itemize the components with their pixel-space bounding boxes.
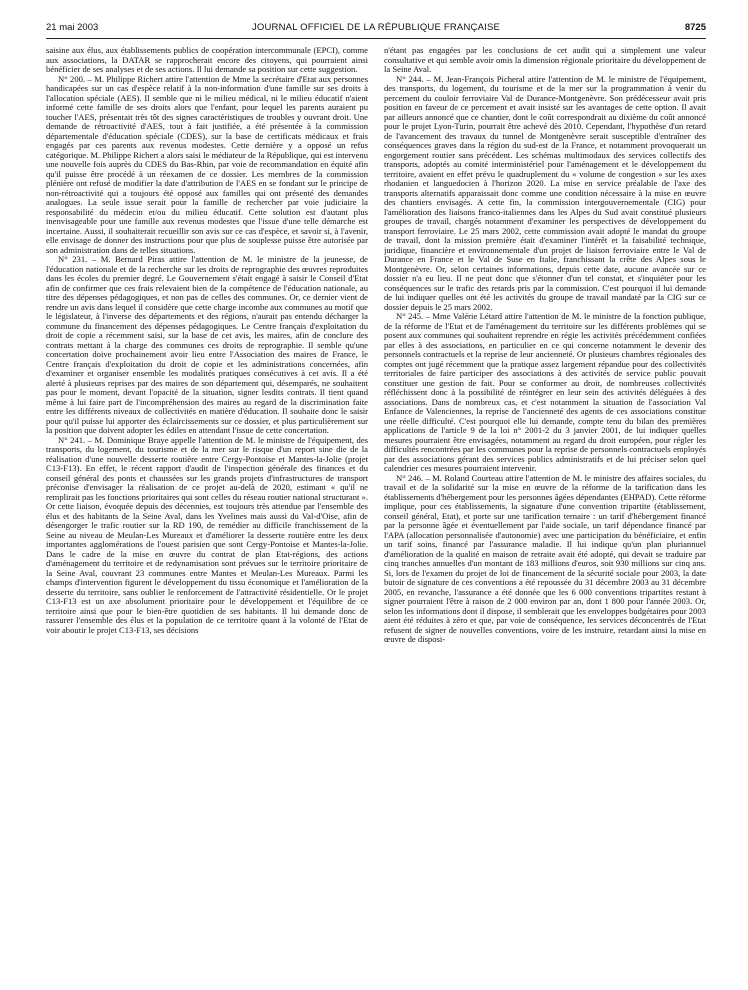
question-231: N° 231. – M. Bernard Piras attire l'attention de M. le ministre de la jeunesse, de l'éducation nationale et de la recherche sur les droits de reprographie des œuvres reproduites dans les écoles du premier degré. Le Gouvernement s'était engagé à saisir le Conseil d'Etat afin de confirmer que ces frais relevaient bien de la compétence de l'éducation nationale, au titre des dépenses pédagogiques, et non pas de celles des communes. Or, ce dernier vient de rendre un avis dans lequel il considère que cette charge incombe aux communes au motif que le législateur, à l'inverse des départements et des régions, n'aurait pas entendu décharger la commune du financement des dépenses pédagogiques. Le Centre français d'exploitation du droit de copie a récemment saisi, sur la base de cet avis, les maires, afin de conclure des contrats mettant à la charge des communes ces droits de reprographie. Il semble qu'une concertation doive prochainement avoir lieu entre l'Association des maires de France, le Centre français d'exploitation du droit de copie et les administrations concernées, afin d'examiner et organiser ensemble les modalités pratiques consécutives à cet avis. Il a été alerté à plusieurs reprises par des maires de son département qui, désemparés, ne souhaitent pas pour le moment, devant l'opacité de la situation, signer lesdits contrats. Il tient quand même à lui faire part de l'incompréhension des maires au regard de la discrimination faite entre les différents niveaux de collectivités en matière d'éducation. Il souhaite donc le saisir pour qu'il puisse lui apporter des éclaircissements sur ce dossier, et plus particulièrement sur la position que doivent adopter les édiles en attendant l'issue de cette concertation. (46, 254, 368, 435)
question-244: N° 244. – M. Jean-François Picheral attire l'attention de M. le ministre de l'équipement, des transports, du logement, du tourisme et de la mer sur la programmation à venir du percement du couloir ferroviaire Val de Durance-Montgenèvre. Son prédécesseur avait pris position en faveur de ce percement et avait insisté sur les avantages de cette option. Il avait par ailleurs annoncé que ce chantier, dont le coût correspondrait au dixième du coût annoncé pour le projet Lyon-Turin, pourrait être achevé dès 2010. Cependant, l'hypothèse d'un retard de l'avancement des travaux du tunnel de Montgenèvre serait susceptible d'entraîner des conséquences graves dans la région du sud-est de la France, et notamment provoquerait un engorgement routier sans précédent. Les schémas multimodaux des services collectifs des transports, adoptés au comité interministériel pour l'aménagement et le développement du territoire, avaient en effet prévu le quadruplement du « volume de congestion » sur les axes rhodanien et languedocien à l'horizon 2020. La mise en service préalable de l'axe des transports alternatifs apparaissait donc comme une condition nécessaire à la mise en œuvre des chantiers envisagés. A cette fin, la commission intergouvernementale (CIG) pour l'amélioration des liaisons franco-italiennes dans les Alpes du Sud avait constitué plusieurs groupes de travail, chargés notamment d'examiner les perspectives de développement du transport ferroviaire. Le 25 mars 2002, cette commission avait adopté le mandat du groupe de travail, dont la mission première était d'examiner l'intérêt et la faisabilité technique, juridique, financière et environnementale d'un projet de liaison ferroviaire entre le Val de Durance en France et le Val de Suse en Italie, franchissant la crête des Alpes sous le Montgenèvre. Or, selon certaines informations, depuis cette date, aucune avancée sur ce dossier n'a eu lieu. Il ne peut donc que s'étonner d'un tel constat, et s'inquiéter pour les conséquences sur le trafic des retards pris par la commission. C'est pourquoi il lui demande de lui indiquer quelles ont été les activités du groupe de travail mandaté par la CIG sur ce dossier depuis le 25 mars 2002. (384, 73, 706, 312)
question-200: N° 200. – M. Philippe Richert attire l'attention de Mme la secrétaire d'Etat aux personnes handicapées sur un cas d'espèce relatif à la non-information d'une famille sur ses droits à l'allocation spéciale (AES). Il semble que ni le milieu médical, ni le milieu éducatif n'aient informé cette famille de ses droits alors que l'enfant, pour lequel les parents auraient pu toucher l'AES, présentait très tôt des signes caractéristiques de troubles y ouvrant droit. Une demande de rétroactivité d'AES, tout à fait justifiée, a été présentée à la commission départementale d'éducation spéciale (CDES), sur la base de certificats médicaux et frais engagés par ces parents aux revenus modestes. Cette dernière y a opposé un refus catégorique. M. Philippe Richert a alors saisi le médiateur de la République, qui est intervenu une nouvelle fois auprès du CDES du Bas-Rhin, par voie de recommandation en équité afin qu'il puisse être procédé à un réexamen de ce dossier. Les membres de la commission plénière ont refusé de modifier la date d'attribution de l'AES en se fondant sur le principe de non-rétroactivité qui a toujours été opposé aux familles qui ont présenté des demandes analogues. La seule issue serait pour la famille de rechercher par voie judiciaire la responsabilité du médecin et/ou du milieu éducatif. Cette solution est d'autant plus inenvisageable pour une famille aux revenus modestes que l'issue d'une telle démarche est incertaine. Aussi, il souhaiterait recueillir son avis sur ce cas d'espèce, et savoir si, à l'avenir, elle envisage de donner des instructions pour que plus de souplesse puisse être autorisée par son administration dans de telles situations. (46, 73, 368, 255)
paragraph-continued: n'étant pas engagées par les conclusions de cet audit qui a simplement une valeur consultative et qui semble avoir omis la dimension régionale prioritaire du développement de la Seine Aval. (384, 46, 706, 74)
question-246: N° 246. – M. Roland Courteau attire l'attention de M. le ministre des affaires sociales, du travail et de la solidarité sur la mise en œuvre de la réforme de la tarification dans les établissements d'hébergement pour les personnes âgées dépendantes (EHPAD). Cette réforme implique, pour ces établissements, la signature d'une convention tripartite (établissement, conseil général, Etat), et porte sur une tarification ternaire : un tarif d'hébergement financé par la personne âgée et éventuellement par l'aide sociale, un tarif dépendance financé par l'APA (allocation personnalisée d'autonomie) avec une participation du bénéficiaire, et enfin un tarif soins, financé par l'assurance maladie. Il lui indique qu'un plan pluriannuel d'amélioration de la qualité en maison de retraite avait été adopté, qui devait se traduire par cinq tranches annuelles d'un montant de 183 millions d'euros, soit 930 millions sur cinq ans. Si, lors de l'examen du projet de loi de financement de la sécurité sociale pour 2003, la date butoir de signature de ces conventions a été repoussée du 31 décembre 2003 au 31 décembre 2005, en revanche, l'assurance a été donnée que les 6 000 conventions tripartites restant à signer pourraient l'être à raison de 2 000 environ par an, dont 1 800 pour l'année 2003. Or, selon les informations dont il dispose, il semblerait que les enveloppes budgétaires pour 2003 aient été réduites à zéro et que, par voie de conséquence, les services déconcentrés de l'Etat refusent de signer de nouvelles conventions, voire de les instruire, retardant ainsi la mise en œuvre de disposi- (384, 472, 706, 644)
question-245: N° 245. – Mme Valérie Létard attire l'attention de M. le ministre de la fonction publique, de la réforme de l'Etat et de l'aménagement du territoire sur les différents problèmes qui se posent aux communes qui souhaitent reprendre en régie les activités précédemment confiées par elles à des associations, en particulier en ce qui concerne notamment le devenir des personnels contractuels et la reprise de leur ancienneté. Or plusieurs chambres régionales des comptes ont jugé récemment que la pratique assez largement répandue pour des collectivités territoriales de faire participer des associations à des activités de service public pouvait constituer une gestion de fait. Pour se conformer au droit, de nombreuses collectivités réfléchissent donc à la possibilité de réintégrer en leur sein des activités déléguées à des associations. Dans de nombreux cas, et c'est notamment la situation de l'association Val Enfance de Valenciennes, la reprise de l'ancienneté des agents de ces associations constitue une réelle difficulté. C'est pourquoi elle lui demande, compte tenu du bilan des premières applications de l'article 9 de la loi n° 2001-2 du 3 janvier 2001, de lui indiquer quelles mesures pourraient être envisagées, notamment au regard du droit européen, pour régler les difficultés rencontrées par les communes pour la reprise de personnels contractuels employés par des associations gérant des services publics administratifs et de lui préciser selon quel calendrier ces mesures pourraient intervenir. (384, 311, 706, 473)
issue-date: 21 mai 2003 (46, 22, 99, 33)
paragraph-continued: saisine aux élus, aux établissements publics de coopération intercommunale (EPCI), comme aux associations, la DATAR se rapprocherait encore des citoyens, qui pourraient ainsi bénéficier de ses analyses et de ses actions. Il lui demande sa position sur cette suggestion. (46, 46, 368, 74)
page-number: 8725 (684, 22, 706, 33)
header-rule (46, 38, 706, 39)
question-241: N° 241. – M. Dominique Braye appelle l'attention de M. le ministre de l'équipement, des transports, du logement, du tourisme et de la mer sur le risque d'un report sine die de la réalisation d'une nouvelle desserte routière entre Cergy-Pontoise et Mantes-la-Jolie (projet C13-F13). En effet, le récent rapport d'audit de l'inspection générale des finances et du conseil général des ponts et chaussées sur les grands projets d'infrastructures de transport préconise d'envisager la réalisation de ce projet au-delà de 2020, estimant « qu'il ne remplirait pas les fonctions prioritaires qui sont celles du réseau routier national structurant ». Or cette liaison, évoquée depuis des décennies, est toujours très attendue par l'ensemble des élus et des habitants de la Seine Aval, dans les Yvelines mais aussi du Val-d'Oise, afin de désengorger le trafic routier sur la RD 190, de remédier au difficile franchissement de la Seine au niveau de Meulan-Les Mureaux et d'améliorer la desserte routière entre les deux importantes agglomérations de l'ouest parisien que sont Cergy-Pontoise et Mantes-la-Jolie. Dans le cadre de la mise en œuvre du contrat de plan Etat-régions, des actions d'aménagement du territoire et de redynamisation sont prévues sur le territoire prioritaire de la Seine Aval, couvrant 23 communes entre Mantes et Meulan-Les Mureaux. Parmi les champs d'intervention figurent le développement du tissu économique et l'amélioration de la desserte du territoire, sans oublier le renforcement de l'attractivité résidentielle. Or le projet C13-F13 est un axe absolument prioritaire pour le développement et l'équilibre de ce territoire ainsi que pour le bien-être quotidien de ses habitants. Il lui demande donc de rassurer l'ensemble des élus et la population de ce territoire quant à la volonté de l'Etat de voir aboutir le projet C13-F13, ses décisions (46, 434, 368, 635)
right-column (384, 46, 706, 984)
left-column (46, 46, 368, 984)
page-header (46, 22, 706, 36)
journal-title: JOURNAL OFFICIEL DE LA RÉPUBLIQUE FRANÇAISE (251, 22, 501, 33)
